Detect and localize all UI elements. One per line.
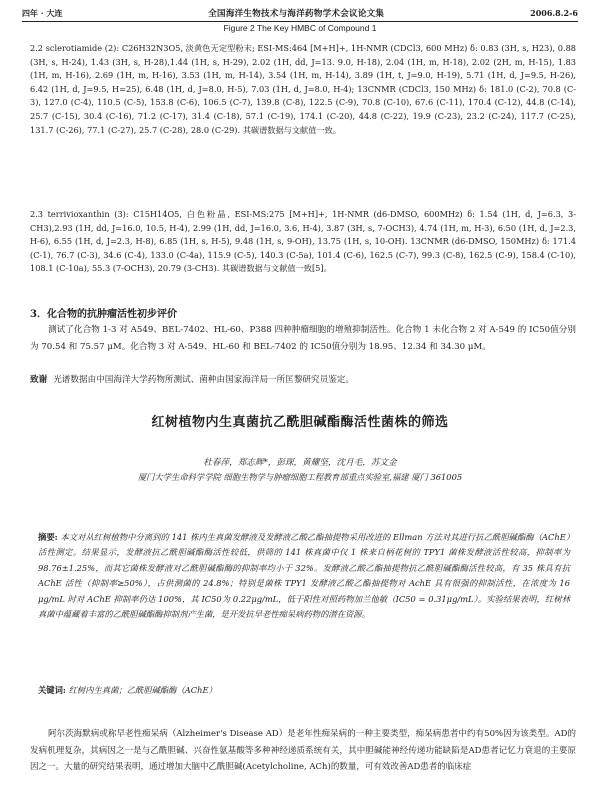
- abstract: [38, 530, 570, 622]
- figure-caption: Figure 2 The Key HMBC of Compound 1: [223, 23, 377, 33]
- abstract-label: 摘要:: [38, 532, 58, 542]
- ack-label: 致谢: [30, 375, 48, 385]
- section-3-heading: 3．化合物的抗肿瘤活性初步评价: [30, 309, 177, 320]
- abstract-text: 本文对从红树植物中分离到的 141 株内生真菌发酵液及发酵液乙酸乙酯抽提物采用改进的 Ellman 方法对其进行抗乙酰胆碱酯酶（AChE）活性测定。结果显示，发酵液抗乙酰胆碱酯酶活性较低，供筛的 141 株真菌中仅 1 株来自柄花树的 TPY1 菌株发酵液活性较高，抑制率为 98.76±1.25%，而其它菌株发酵液对乙酰胆碱酯酶的抑制率均小于 32%。发酵液乙酸乙酯抽提物抗乙酰胆碱酯酶活性较高，有 35 株具有抗 AChE 活性（抑制率≥50%），占供测菌的 24.8%；特别是菌株 TPY1 发酵液乙酸乙酯抽提物对 AchE 具有很强的抑制活性，在浓度为 16 μg/mL 时对 AChE 抑制率仍达 100%，其 IC50为 0.22μg/mL，低于阳性对照药物加兰他敏（IC50 = 0.31μg/mL）。实验结果表明，红树林真菌中蕴藏着丰富的乙酰胆碱酯酶抑制剂产生菌，是开发抗早老性痴呆病药物的潜在资源。: [38, 532, 570, 620]
- keywords-label: 关键词:: [38, 685, 66, 695]
- keywords-text: 红树内生真菌；乙酰胆碱酯酶（AChE）: [68, 685, 217, 695]
- introduction-text: 阿尔茨海默病或称早老性痴呆病（Alzheimer's Disease AD）是老年性痴呆病的一种主要类型，痴呆病患者中约有50%因为该类型。AD的发病机理复杂，其病因之一是与乙酰胆碱、兴奋性氨基酸等多种神经递质系统有关，其中胆碱能神经传递功能缺陷是AD患者记忆力衰退的主要原因之一。大量的研究结果表明，通过增加大脑中乙酰胆碱(Acetylcholine, ACh)的数量，可有效改善AD患者的临床症: [30, 729, 576, 772]
- running-header: [22, 6, 578, 20]
- header-rule: [22, 21, 578, 22]
- header-left: 四年 · 大连: [22, 7, 63, 18]
- keywords: [38, 684, 570, 696]
- article-authors: 杜春萍，郑志辉*，彭琛，黄耀坚，沈月毛，苏文金: [203, 458, 397, 468]
- compound-2-data: 2.2 sclerotiamide (2): C26H32N3O5, 淡黄色无定型粉末; ESI-MS:464 [M+H]+, 1H-NMR (CDCl3, 600 MHz) δ: 0.83 (3H, s, H23), 0.88 (3H, s, H-24), 1.43 (3H, s, H-28),1.44 (1H, s, H-29), 2.02 (1H, dd, J=13. 9.0, H-18), 2.04 (1H, m, H-18), 2.02 (2H, m, H-15), 1.83 (1H, m, H-16), 2.69 (1H, m, H-16), 3.53 (1H, m, H-14), 3.54 (1H, m, H-14), 3.89 (1H, t, J=9.0, H-19), 5.71 (1H, d, J=9.5, H-26), 6.42 (1H, d, J=9.5, H=25), 6.48 (1H, d, J=8.0, H-5), 7.03 (1H, d, J=8.0, H-4); 13CNMR (CDCl3, 150 MHz) δ: 181.0 (C-2), 70.8 (C-3), 127.0 (C-4), 110.5 (C-5), 153.8 (C-6), 106.5 (C-7), 139.8 (C-8), 122.5 (C-9), 70.8 (C-10), 67.6 (C-11), 170.4 (C-12), 44.8 (C-14), 25.7 (C-15), 30.4 (C-16), 71.2 (C-17), 31.4 (C-18), 57.1 (C-19), 174.1 (C-20), 44.8 (C-22), 19.9 (C-23), 23.2 (C-24), 117.7 (C-25), 131.7 (C-26), 77.1 (C-27), 25.7 (C-28), 28.0 (C-29). 其碳谱数据与文献值一致。: [30, 43, 576, 135]
- compound-3-data: 2.3 terrivioxanthin (3): C15H14O5, 白色粉晶, ESI-MS:275 [M+H]+, 1H-NMR (d6-DMSO, 600MHz) δ: 1.54 (1H, d, J=6.3, 3-CH3),2.93 (1H, dd, J=16.0, 10.5, H-4), 2.99 (1H, dd, J=16.0, 3.6, H-4), 3.87 (3H, s, 7-OCH3), 4.74 (1H, m, H-3), 6.50 (1H, d, J=2.3, H-6), 6.55 (1H, d, J=2.3, H-8), 6.85 (1H, s, H-5), 9.48 (1H, s, 9-OH), 13.75 (1H, s, 10-OH). 13CNMR (d6-DMSO, 150MHz) δ: 171.4 (C-1), 76.7 (C-3), 34.6 (C-4), 133.0 (C-4a), 115.9 (C-5), 140.3 (C-5a), 101.4 (C-6), 162.5 (C-7), 99.3 (C-8), 162.5 (C-9), 158.4 (C-10), 108.1 (C-10a), 55.3 (7-OCH3), 20.79 (3-CH3). 其碳谱数据与文献值一致[5]。: [30, 209, 576, 274]
- article-affiliation: 厦门大学生命科学学院 细胞生物学与肿瘤细胞工程教育部重点实验室,福建 厦门 361005: [137, 472, 463, 482]
- ack-text: 光谱数据由中国海洋大学药物所测试、菌种由国家海洋局一所匡黎研究员鉴定。: [53, 375, 354, 385]
- article-title: 红树植物内生真菌抗乙酰胆碱酯酶活性菌株的筛选: [151, 415, 449, 430]
- section-3-text: 测试了化合物 1-3 对 A549、BEL-7402、HL-60、P388 四种肿瘤细胞的增殖抑制活性。化合物 1 未化合物 2 对 A-549 的 IC50值分别为 70.54 和 75.57 μM。化合物 3 对 A-549、HL-60 和 BEL-7402 的 IC50值分别为 18.95、12.34 和 34.30 μM。: [30, 325, 576, 352]
- header-date: 2006.8.2-6: [530, 8, 578, 18]
- header-center: 全国海洋生物技术与海洋药物学术会议论文集: [208, 9, 385, 19]
- acknowledgement: [30, 372, 576, 388]
